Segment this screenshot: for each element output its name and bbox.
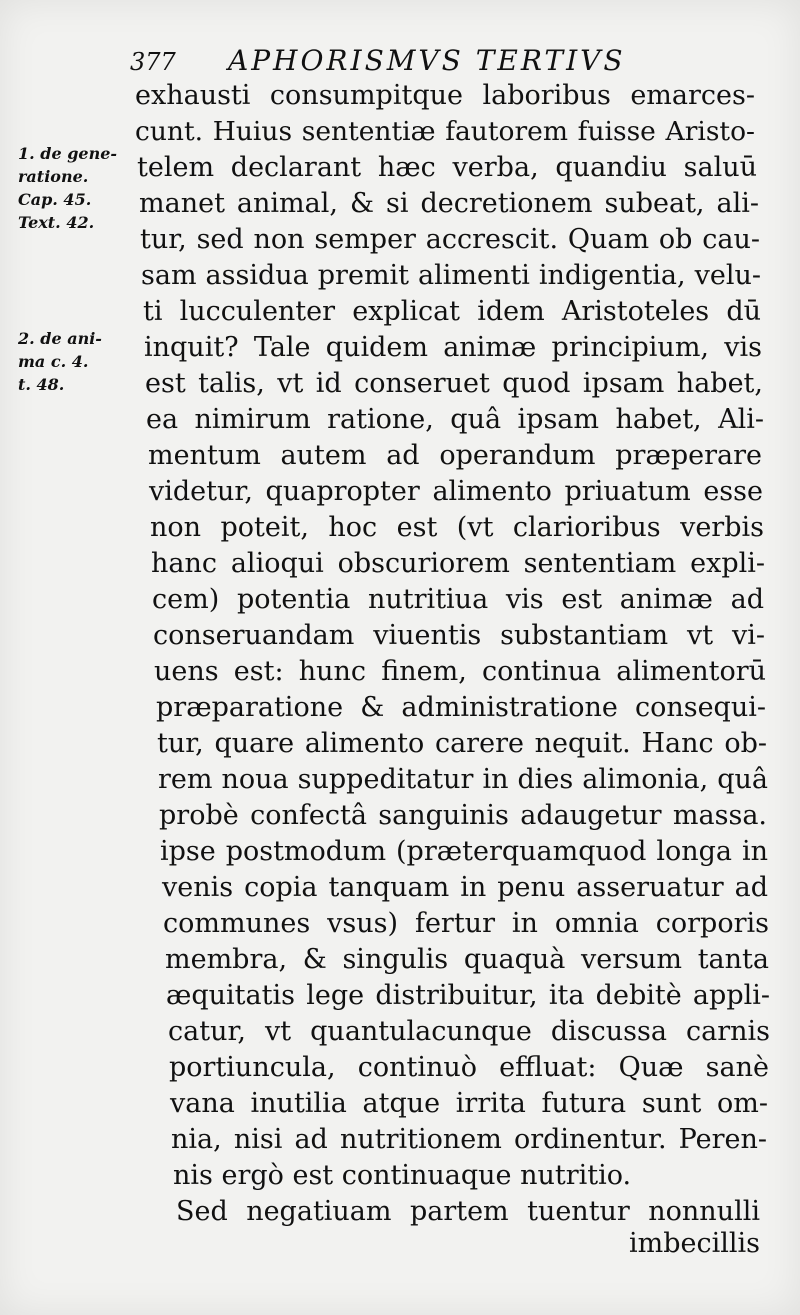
body-line: videtur, quapropter alimento priuatum esse (149, 476, 763, 507)
body-line: venis copia tanquam in penu asseruatur ad (162, 872, 768, 903)
body-line: communes vsus) fertur in omnia corporis (163, 908, 769, 939)
body-line: vana inutilia atque irrita futura sunt om- (170, 1088, 768, 1119)
body-line: ti lucculenter explicat idem Aristoteles dū (143, 296, 761, 327)
catchword: imbecillis (628, 1228, 760, 1259)
body-line: membra, & singulis quaquà versum tanta (165, 944, 769, 975)
marginal-note-line: t. 48. (18, 375, 65, 394)
body-line: præparatione & administratione consequi- (156, 692, 766, 723)
body-line: probè confectâ sanguinis adaugetur massa. (159, 800, 767, 831)
page-number: 377 (130, 48, 176, 76)
body-line: inquit? Tale quidem animæ principium, vis (144, 332, 762, 363)
body-line: nia, nisi ad nutritionem ordinentur. Peren- (171, 1124, 767, 1155)
body-line: conseruandam viuentis substantiam vt vi- (153, 620, 765, 651)
body-line: non poteit, hoc est (vt clarioribus verbis (150, 512, 764, 543)
body-line: catur, vt quantulacunque discussa carnis (168, 1016, 770, 1047)
body-line: nis ergò est continuaque nutritio. (173, 1160, 632, 1191)
body-line: ea nimirum ratione, quâ ipsam habet, Ali- (146, 404, 764, 435)
body-line: cem) potentia nutritiua vis est animæ ad (152, 584, 764, 615)
marginal-note-1 (18, 142, 130, 234)
marginal-note-line: Text. 42. (18, 213, 95, 232)
marginal-note-line: 2. de ani- (18, 329, 102, 348)
body-line: cunt. Huius sententiæ fautorem fuisse Aristo- (135, 116, 755, 147)
body-line: tur, sed non semper accrescit. Quam ob cau- (140, 224, 760, 255)
body-line: uens est: hunc finem, continua alimentorū (154, 656, 766, 687)
body-line: ipse postmodum (præterquamquod longa in (160, 836, 768, 867)
body-line: exhausti consumpitque laboribus emarces- (135, 80, 755, 111)
running-title: APHORISMVS TERTIVS (228, 44, 626, 77)
body-line: est talis, vt id conseruet quod ipsam habet, (145, 368, 763, 399)
marginal-note-line: ratione. (18, 167, 89, 186)
marginal-note-line: Cap. 45. (18, 190, 92, 209)
body-line: rem noua suppeditatur in dies alimonia, quâ (158, 764, 768, 795)
body-line: Sed negatiuam partem tuentur nonnulli (176, 1196, 760, 1227)
body-line: hanc alioqui obscuriorem sententiam expli- (151, 548, 765, 579)
marginal-note-line: 1. de gene- (18, 144, 118, 163)
body-line: sam assidua premit alimenti indigentia, velu- (141, 260, 761, 291)
body-line: telem declarant hæc verba, quandiu saluū (137, 152, 757, 183)
body-line: mentum autem ad operandum præperare (148, 440, 762, 471)
body-line: tur, quare alimento carere nequit. Hanc ob- (157, 728, 767, 759)
body-line: portiuncula, continuò effluat: Quæ sanè (169, 1052, 769, 1083)
marginal-note-2 (18, 327, 130, 396)
body-line: manet animal, & si decretionem subeat, ali- (139, 188, 759, 219)
running-head (130, 38, 780, 78)
body-line: æquitatis lege distribuitur, ita debitè appli- (166, 980, 770, 1011)
marginal-note-line: ma c. 4. (18, 352, 89, 371)
